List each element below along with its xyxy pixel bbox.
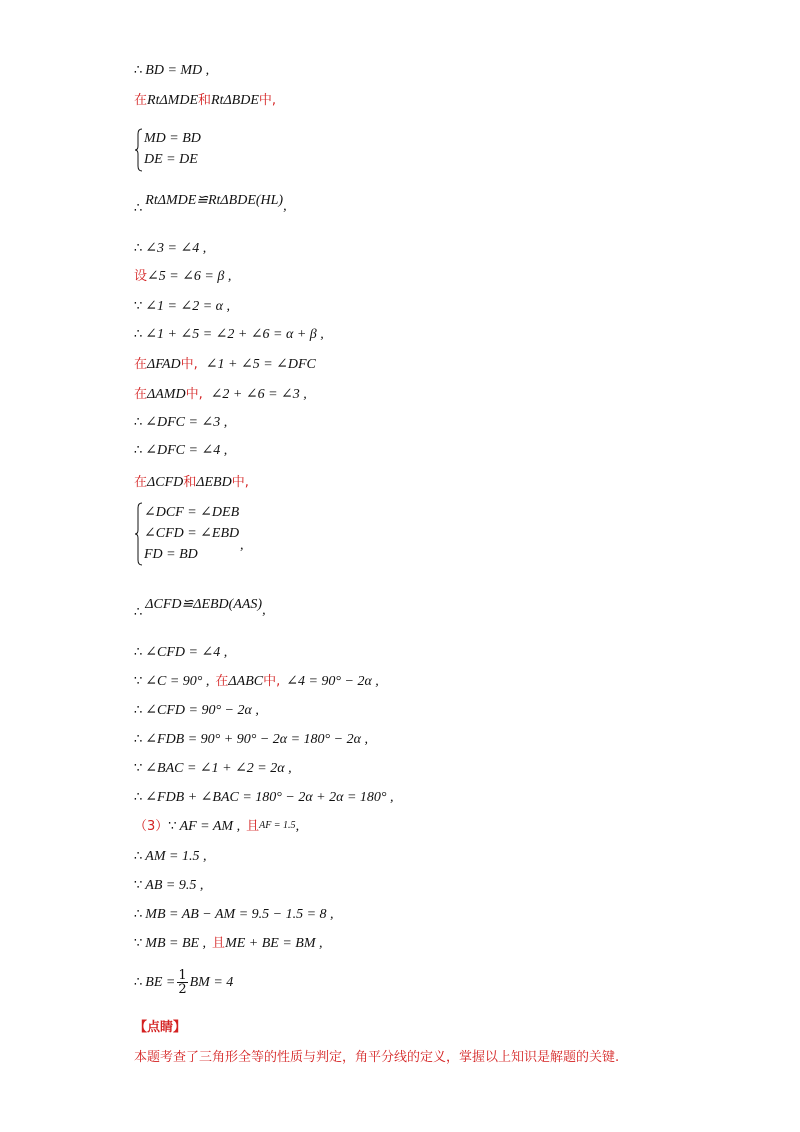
therefore-symbol: ∴ [134,327,143,342]
step-alpha: ∵ ∠1 = ∠2 = α , [134,299,230,314]
therefore-symbol: ∴ [134,605,143,620]
step-let-beta: 设∠5 = ∠6 = β , [134,269,232,284]
therefore-symbol: ∴ [134,703,143,718]
because-symbol: ∵ [134,674,143,689]
step-dfc-eq-4: ∴ ∠DFC = ∠4 , [134,443,228,458]
step-ab-value: ∵ AB = 9.5 , [134,878,204,893]
because-symbol: ∵ [134,761,143,776]
step-mb-value: ∴ MB = AB − AM = 9.5 − 1.5 = 8 , [134,907,334,922]
fraction-one-half: $\frac{1}{2}$ [178,968,187,997]
step-congruent-hl: ∴RtΔMDE≌RtΔBDE(HL), [134,193,287,216]
therefore-symbol: ∴ [134,63,143,78]
step-mb-eq-be: ∵ MB = BE , 且ME + BE = BM , [134,936,323,951]
step-c-right-angle: ∵ ∠C = 90° , 在ΔABC中, ∠4 = 90° − 2α , [134,674,379,689]
system-row: MD = BD [144,131,201,146]
therefore-symbol: ∴ [134,732,143,747]
system-row: ∠CFD = ∠EBD [144,526,240,541]
system-row: FD = BD [144,547,198,562]
note-heading: 【点睛】 [134,1020,187,1035]
step-bac-value: ∵ ∠BAC = ∠1 + ∠2 = 2α , [134,761,292,776]
step-in-rt-triangles: 在RtΔMDE和RtΔBDE中, [134,93,277,108]
therefore-symbol: ∴ [134,790,143,805]
step-sum-angles: ∴ ∠1 + ∠5 = ∠2 + ∠6 = α + β , [134,327,324,342]
note-text: 本题考查了三角形全等的性质与判定，角平分线的定义，掌握以上知识是解题的关键. [134,1050,620,1065]
step-fdb-value: ∴ ∠FDB = 90° + 90° − 2α = 180° − 2α , [134,732,368,747]
step-angle3-eq-angle4: ∴ ∠3 = ∠4 , [134,241,207,256]
system-row: ∠DCF = ∠DEB [144,505,240,520]
therefore-symbol: ∴ [134,443,143,458]
condition-system-1 [134,128,334,172]
step-am-value: ∴ AM = 1.5 , [134,849,207,864]
system-row: DE = DE [144,152,198,167]
therefore-symbol: ∴ [134,975,143,990]
therefore-symbol: ∴ [134,241,143,256]
step-be-result: ∴ BE = $\frac{1}{2}$ BM = 4 [134,968,234,997]
therefore-symbol: ∴ [134,645,143,660]
therefore-symbol: ∴ [134,415,143,430]
step-sum-180: ∴ ∠FDB + ∠BAC = 180° − 2α + 2α = 180° , [134,790,394,805]
because-symbol: ∵ [168,819,177,834]
step-dfc-eq-3: ∴ ∠DFC = ∠3 , [134,415,228,430]
therefore-symbol: ∴ [134,201,143,216]
therefore-symbol: ∴ [134,907,143,922]
step-congruent-aas: ∴ΔCFD≌ΔEBD(AAS), [134,597,266,620]
step-bd-eq-md: ∴ BD = MD , [134,63,210,78]
step-in-fad: 在ΔFAD中, ∠1 + ∠5 = ∠DFC [134,357,316,372]
brace-icon [134,502,144,566]
because-symbol: ∵ [134,299,143,314]
brace-icon [134,128,144,172]
because-symbol: ∵ [134,878,143,893]
step-cfd-eq-4: ∴ ∠CFD = ∠4 , [134,645,228,660]
step-in-amd: 在ΔAMD中, ∠2 + ∠6 = ∠3 , [134,387,307,402]
because-symbol: ∵ [134,936,143,951]
therefore-symbol: ∴ [134,849,143,864]
part-3-start: （3）∵ AF = AM , 且AF = 1.5, [134,819,300,834]
step-in-cfd-ebd: 在ΔCFD和ΔEBD中, [134,475,249,490]
step-cfd-value: ∴ ∠CFD = 90° − 2α , [134,703,259,718]
condition-system-2: ∠DCF = ∠DEB ∠CFD = ∠EBD FD = BD , [134,502,354,566]
